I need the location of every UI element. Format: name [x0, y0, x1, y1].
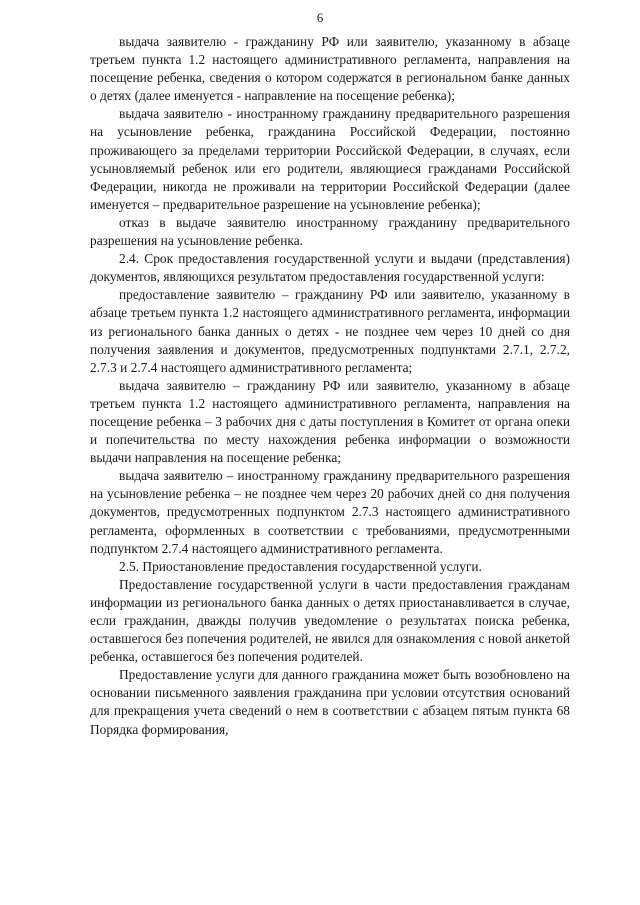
paragraph: Предоставление государственной услуги в части предоставления гражданам информации из регионального банка данных о детях приостанавливается в случае, если гражданин, дважды получив уведомление о результатах поиска ребенка, оставшегося без попечения родителей, не явился для ознакомления с новой анкетой ребенка, оставшегося без попечения родителей. — [90, 576, 570, 665]
section-2-4-paragraph: 2.4. Срок предоставления государственной услуги и выдачи (представления) документов, являющихся результатом предоставления государственной услуги: — [90, 251, 570, 285]
paragraph: предоставление заявителю – гражданину РФ или заявителю, указанному в абзаце третьем пункта 1.2 настоящего административного регламента, информации из регионального банка данных о детях - не позднее чем через 10 дней со дня получения заявления и документов, предусмотренных подпунктами 2.7.1, 2.7.2, 2.7.3 и 2.7.4 настоящего административного регламента; — [90, 287, 570, 375]
document-body — [90, 33, 570, 739]
paragraph: выдача заявителю - гражданину РФ или заявителю, указанному в абзаце третьем пункта 1.2 настоящего административного регламента, направления на посещение ребенка, сведения о котором содержатся в региональном банке данных о детях (далее именуется - направление на посещение ребенка); — [90, 34, 570, 104]
paragraph: отказ в выдаче заявителю иностранному гражданину предварительного разрешения на усыновление ребенка. — [90, 214, 570, 249]
paragraph: Предоставление услуги для данного гражданина может быть возобновлено на основании письменного заявления гражданина при условии отсутствия оснований для прекращения учета сведений о нем в соответствии с абзацем пятым пункта 68 Порядка формирования, — [90, 667, 570, 737]
paragraph: выдача заявителю – гражданину РФ или заявителю, указанному в абзаце третьем пункта 1.2 настоящего административного регламента, направления на посещение ребенка – 3 рабочих дня с даты поступления в Комитет от органа опеки и попечительства по месту нахождения ребенка информации о возможности выдачи направления на посещение ребенка; — [90, 377, 570, 466]
paragraph: выдача заявителю - иностранному гражданину предварительного разрешения на усыновление ребенка, гражданина Российской Федерации, постоянно проживающего за пределами территории Российской Федерации, в случаях, если усыновляемый ребенок или его родители, являющиеся гражданами Российской Федерации, никогда не проживали на территории Российской Федерации (далее именуется – предварительное разрешение на усыновление ребенка); — [90, 106, 570, 212]
section-2-5-heading: 2.5. Приостановление предоставления государственной услуги. — [119, 558, 482, 574]
page-number: 6 — [316, 10, 324, 25]
paragraph: выдача заявителю – иностранному гражданину предварительного разрешения на усыновление ребенка – не позднее чем через 20 рабочих дней со дня получения документов, предусмотренных подпунктом 2.7.3 настоящего административного регламента, оформленных в соответствии с требованиями, предусмотренными подпунктом 2.7.4 настоящего административного регламента. — [90, 468, 570, 556]
